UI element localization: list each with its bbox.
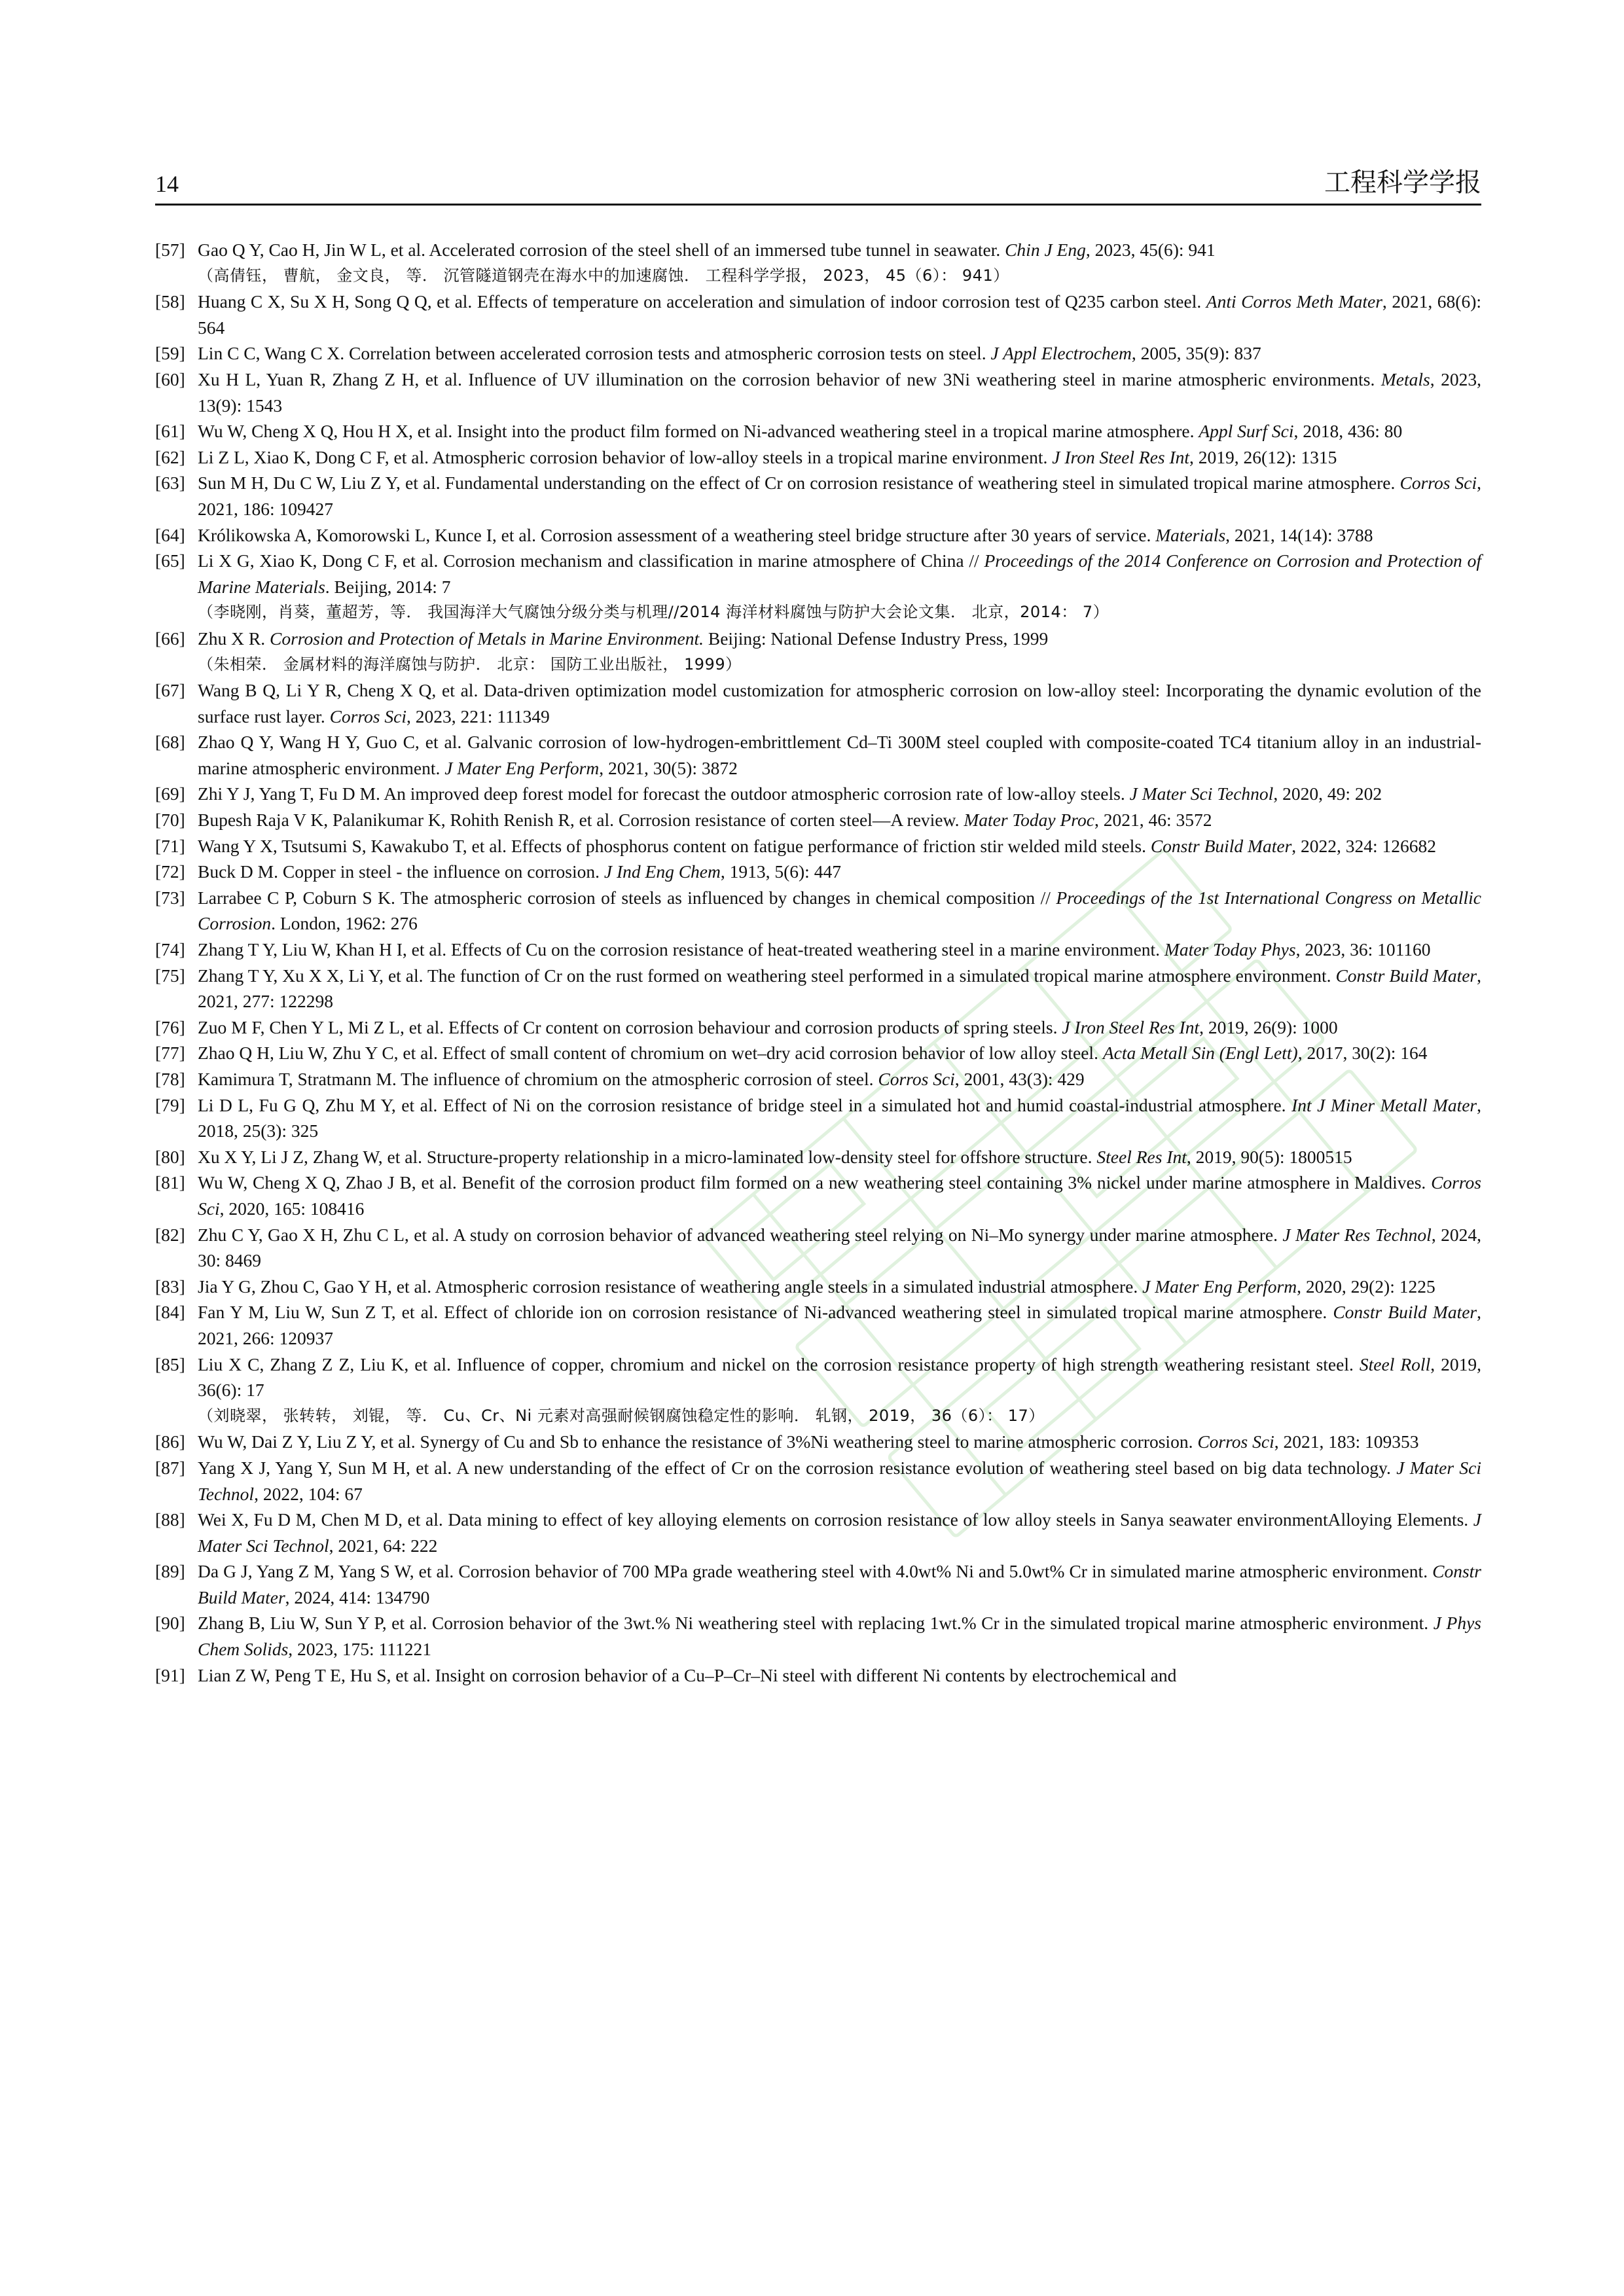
reference-source: Constr Build Mater	[198, 1561, 1481, 1607]
reference-number: [59]	[155, 343, 185, 364]
reference-text: Bupesh Raja V K, Palanikumar K, Rohith Renish R, et al. Corrosion resistance of corten steel—A review.	[198, 810, 964, 831]
reference-entry	[155, 677, 1481, 729]
reference-number: [63]	[155, 473, 185, 493]
reference-text: , 2021, 14(14): 3788	[1225, 524, 1373, 545]
reference-number: [65]	[155, 550, 185, 571]
reference-entry	[155, 1040, 1481, 1066]
reference-number: [84]	[155, 1302, 185, 1323]
reference-number: [87]	[155, 1457, 185, 1478]
reference-entry	[155, 626, 1481, 652]
reference-text: , 2001, 43(3): 429	[954, 1069, 1085, 1089]
reference-text: Zhang T Y, Liu W, Khan H I, et al. Effects of Cu on the corrosion resistance of heat-treated weathering steel in a marine environment.	[198, 939, 1164, 960]
reference-text: Zhu C Y, Gao X H, Zhu C L, et al. A study on corrosion behavior of advanced weathering steel relying on Ni–Mo synergy under marine atmosphere.	[198, 1224, 1283, 1245]
reference-number: [79]	[155, 1094, 185, 1115]
reference-number: [89]	[155, 1561, 185, 1582]
reference-entry	[155, 237, 1481, 263]
reference-entry	[155, 1066, 1481, 1092]
reference-source: Proceedings of the 1st International Congress on Metallic Corrosion	[198, 887, 1481, 934]
reference-chinese-translation: （李晓刚，肖葵，董超芳，等． 我国海洋大气腐蚀分级分类与机理//2014 海洋材料腐蚀与防护大会论文集． 北京，2014： 7）	[198, 603, 1110, 622]
reference-entry	[155, 1455, 1481, 1507]
reference-text: , 1913, 5(6): 447	[720, 861, 841, 882]
reference-number: [85]	[155, 1354, 185, 1374]
reference-text: Xu H L, Yuan R, Zhang Z H, et al. Influence of UV illumination on the corrosion behavior of new 3Ni weathering steel in marine atmospheric environments.	[198, 368, 1381, 389]
reference-text: , 2018, 436: 80	[1293, 421, 1403, 442]
reference-text: Huang C X, Su X H, Song Q Q, et al. Effects of temperature on acceleration and simulation of indoor corrosion test of Q235 carbon steel.	[198, 291, 1206, 312]
reference-entry	[155, 548, 1481, 600]
reference-text: Beijing: National Defense Industry Press, 1999	[704, 628, 1049, 649]
reference-entry	[155, 807, 1481, 833]
reference-text: , 2023, 36: 101160	[1295, 939, 1431, 960]
reference-number: [90]	[155, 1613, 185, 1634]
reference-text: , 2022, 104: 67	[254, 1483, 363, 1504]
reference-text: Lian Z W, Peng T E, Hu S, et al. Insight on corrosion behavior of a Cu–P–Cr–Ni steel with different Ni contents by electrochemical and	[198, 1664, 1177, 1685]
reference-entry	[155, 937, 1481, 963]
reference-text: . Beijing, 2014: 7	[325, 576, 451, 597]
reference-text: , 2019, 36(6): 17	[198, 1354, 1482, 1401]
reference-text: Zhang B, Liu W, Sun Y P, et al. Corrosion behavior of the 3wt.% Ni weathering steel with replacing 1wt.% Cr in the simulated tropical marine atmospheric environment.	[198, 1613, 1434, 1634]
reference-number: [73]	[155, 887, 185, 908]
reference-text: , 2020, 29(2): 1225	[1297, 1276, 1435, 1297]
reference-source: Proceedings of the 2014 Conference on Corrosion and Protection of Marine Materials	[198, 550, 1481, 597]
reference-text: Larrabee C P, Coburn S K. The atmospheric corrosion of steels as influenced by changes in chemical composition //	[198, 887, 1056, 908]
reference-number: [76]	[155, 1016, 185, 1037]
reference-entry	[155, 1507, 1481, 1558]
reference-text: , 2021, 46: 3572	[1094, 810, 1212, 831]
reference-number: [74]	[155, 939, 185, 960]
reference-number: [91]	[155, 1664, 185, 1685]
reference-text: Li D L, Fu G Q, Zhu M Y, et al. Effect of Ni on the corrosion resistance of bridge steel in a simulated hot and humid coastal-industrial atmosphere.	[198, 1094, 1292, 1115]
reference-source: J Mater Res Technol	[1282, 1224, 1432, 1245]
reference-entry	[155, 833, 1481, 859]
reference-text: Zhi Y J, Yang T, Fu D M. An improved deep forest model for forecast the outdoor atmospheric corrosion rate of low-alloy steels.	[198, 783, 1130, 804]
reference-source: Corros Sci	[198, 1172, 1481, 1219]
reference-number: [81]	[155, 1172, 185, 1193]
reference-source: Int J Miner Metall Mater	[1291, 1094, 1477, 1115]
reference-text: Wang Y X, Tsutsumi S, Kawakubo T, et al. Effects of phosphorus content on fatigue performance of friction stir welded mild steels.	[198, 835, 1151, 856]
reference-source: Appl Surf Sci	[1199, 421, 1294, 442]
reference-source: Corrosion and Protection of Metals in Marine Environment.	[270, 628, 704, 649]
reference-text: Sun M H, Du C W, Liu Z Y, et al. Fundamental understanding on the effect of Cr on corrosion resistance of weathering steel in simulated tropical marine atmosphere.	[198, 473, 1400, 493]
reference-number: [77]	[155, 1043, 185, 1064]
reference-source: J Mater Eng Perform	[1142, 1276, 1297, 1297]
reference-text: , 2005, 35(9): 837	[1131, 343, 1261, 364]
reference-source: Constr Build Mater	[1150, 835, 1292, 856]
reference-entry	[155, 963, 1481, 1014]
reference-number: [72]	[155, 861, 185, 882]
reference-entry	[155, 1092, 1481, 1144]
reference-text: , 2019, 26(9): 1000	[1199, 1016, 1338, 1037]
reference-text: , 2021, 68(6): 564	[198, 291, 1481, 338]
reference-text: . London, 1962: 276	[271, 913, 418, 934]
reference-number: [62]	[155, 446, 185, 467]
reference-entry	[155, 1014, 1481, 1041]
reference-text: Li X G, Xiao K, Dong C F, et al. Corrosion mechanism and classification in marine atmosphere of China //	[198, 550, 984, 571]
reference-number: [58]	[155, 291, 185, 312]
reference-chinese-translation: （刘晓翠， 张转转， 刘锟， 等． Cu、Cr、Ni 元素对高强耐候钢腐蚀稳定性的影响． 轧钢， 2019， 36（6）： 17）	[198, 1406, 1045, 1425]
reference-source: Mater Today Phys	[1164, 939, 1296, 960]
reference-text: Zhu X R.	[198, 628, 270, 649]
header-rule	[155, 204, 1481, 206]
reference-text: , 2023, 221: 111349	[406, 706, 550, 726]
reference-text: , 2024, 30: 8469	[198, 1224, 1481, 1271]
reference-entry	[155, 470, 1481, 522]
reference-source: J Appl Electrochem	[990, 343, 1132, 364]
reference-text: Zhao Q Y, Wang H Y, Guo C, et al. Galvanic corrosion of low-hydrogen-embrittlement Cd–Ti 300M steel coupled with composite-coated TC4 titanium alloy in an industrial-marine atmospheric environment.	[198, 732, 1481, 778]
reference-text: Wu W, Cheng X Q, Zhao J B, et al. Benefit of the corrosion product film formed on a new weathering steel containing 3% nickel under marine atmosphere in Maldives.	[198, 1172, 1432, 1193]
reference-entry	[155, 1662, 1481, 1689]
reference-source: J Mater Sci Technol	[1129, 783, 1274, 804]
reference-entry	[155, 729, 1481, 781]
reference-entry	[155, 1299, 1481, 1351]
reference-source: Constr Build Mater	[1333, 1302, 1477, 1323]
reference-source: J Ind Eng Chem	[604, 861, 721, 882]
reference-number: [57]	[155, 240, 185, 260]
reference-source: J Iron Steel Res Int	[1052, 446, 1190, 467]
reference-entry	[155, 1274, 1481, 1300]
reference-number: [71]	[155, 835, 185, 856]
reference-text: , 2023, 13(9): 1543	[198, 368, 1481, 416]
reference-entry	[155, 859, 1481, 885]
page-number: 14	[155, 171, 179, 197]
reference-source: Acta Metall Sin (Engl Lett)	[1102, 1043, 1298, 1064]
reference-text: Zhang T Y, Xu X X, Li Y, et al. The function of Cr on the rust formed on weathering steel performed in a simulated tropical marine atmosphere environment.	[198, 965, 1336, 986]
reference-number: [70]	[155, 810, 185, 831]
reference-entry	[155, 444, 1481, 471]
reference-source: Corros Sci	[878, 1069, 955, 1089]
reference-text: , 2021, 277: 122298	[198, 965, 1481, 1012]
reference-number: [83]	[155, 1276, 185, 1297]
reference-list	[155, 237, 1481, 1688]
reference-entry	[155, 781, 1481, 807]
reference-text: Wu W, Dai Z Y, Liu Z Y, et al. Synergy of Cu and Sb to enhance the resistance of 3%Ni weathering steel to marine atmospheric corrosion.	[198, 1431, 1198, 1452]
reference-text: Jia Y G, Zhou C, Gao Y H, et al. Atmospheric corrosion resistance of weathering angle steels in a simulated industrial atmosphere.	[198, 1276, 1143, 1297]
reference-number: [67]	[155, 680, 185, 701]
reference-source: Steel Roll	[1359, 1354, 1431, 1374]
reference-number: [61]	[155, 421, 185, 442]
reference-source: J Mater Sci Technol	[198, 1457, 1481, 1504]
reference-entry	[155, 1610, 1481, 1662]
reference-entry	[155, 1429, 1481, 1455]
reference-entry	[155, 1144, 1481, 1170]
reference-number: [78]	[155, 1069, 185, 1089]
reference-source: J Phys Chem Solids	[198, 1613, 1481, 1660]
reference-chinese-translation: （朱相荣． 金属材料的海洋腐蚀与防护． 北京： 国防工业出版社， 1999）	[198, 655, 742, 673]
reference-text: , 2018, 25(3): 325	[198, 1094, 1481, 1141]
reference-text: , 2021, 30(5): 3872	[599, 757, 738, 778]
reference-text: Lin C C, Wang C X. Correlation between accelerated corrosion tests and atmospheric corrosion tests on steel.	[198, 343, 991, 364]
reference-text: Wei X, Fu D M, Chen M D, et al. Data mining to effect of key alloying elements on corrosion resistance of low alloy steels in Sanya seawater environmentAlloying Elements.	[198, 1509, 1473, 1530]
reference-source: Materials	[1155, 524, 1226, 545]
reference-number: [80]	[155, 1146, 185, 1167]
reference-number: [86]	[155, 1431, 185, 1452]
reference-entry	[155, 1170, 1481, 1221]
reference-source: Mater Today Proc	[964, 810, 1094, 831]
reference-text: Zhao Q H, Liu W, Zhu Y C, et al. Effect of small content of chromium on wet–dry acid corrosion behavior of low alloy steel.	[198, 1043, 1103, 1064]
reference-source: J Iron Steel Res Int	[1062, 1016, 1200, 1037]
reference-source: Corros Sci	[1197, 1431, 1274, 1452]
reference-text: Królikowska A, Komorowski L, Kunce I, et al. Corrosion assessment of a weathering steel bridge structure after 30 years of service.	[198, 524, 1156, 545]
journal-name: 工程科学学报	[1324, 168, 1481, 198]
reference-text: Zuo M F, Chen Y L, Mi Z L, et al. Effects of Cr content on corrosion behaviour and corrosion products of spring steels.	[198, 1016, 1062, 1037]
reference-chinese-translation: （高倩钰， 曹航， 金文良， 等． 沉管隧道钢壳在海水中的加速腐蚀． 工程科学学报， 2023， 45（6）： 941）	[198, 266, 1009, 285]
reference-text: , 2020, 49: 202	[1273, 783, 1382, 804]
reference-text: Yang X J, Yang Y, Sun M H, et al. A new understanding of the effect of Cr on the corrosion resistance evolution of weathering steel based on big data technology.	[198, 1457, 1397, 1478]
reference-text: , 2020, 165: 108416	[219, 1198, 365, 1219]
reference-entry	[155, 367, 1481, 418]
reference-text: , 2022, 324: 126682	[1291, 835, 1437, 856]
reference-text: , 2021, 186: 109427	[198, 473, 1482, 519]
reference-number: [66]	[155, 628, 185, 649]
reference-entry	[155, 289, 1481, 340]
reference-number: [64]	[155, 524, 185, 545]
reference-text: Buck D M. Copper in steel - the influence on corrosion.	[198, 861, 604, 882]
reference-text: Liu X C, Zhang Z Z, Liu K, et al. Influence of copper, chromium and nickel on the corrosion resistance property of high strength weathering resistant steel.	[198, 1354, 1360, 1374]
reference-text: Wu W, Cheng X Q, Hou H X, et al. Insight into the product film formed on Ni-advanced weathering steel in a tropical marine atmosphere.	[198, 421, 1199, 442]
reference-text: , 2023, 45(6): 941	[1085, 240, 1216, 260]
reference-text: , 2019, 90(5): 1800515	[1186, 1146, 1352, 1167]
reference-entry	[155, 1222, 1481, 1274]
reference-text: , 2021, 183: 109353	[1274, 1431, 1419, 1452]
reference-text: , 2019, 26(12): 1315	[1189, 446, 1337, 467]
reference-number: [69]	[155, 783, 185, 804]
reference-text: , 2017, 30(2): 164	[1297, 1043, 1428, 1064]
reference-entry	[155, 340, 1481, 367]
reference-number: [60]	[155, 368, 185, 389]
reference-entry	[155, 885, 1481, 937]
reference-entry	[155, 522, 1481, 548]
reference-text: , 2024, 414: 134790	[285, 1587, 430, 1607]
reference-number: [68]	[155, 732, 185, 753]
reference-number: [75]	[155, 965, 185, 986]
reference-source: Chin J Eng	[1005, 240, 1086, 260]
reference-text: , 2021, 64: 222	[329, 1535, 438, 1556]
reference-text: Wang B Q, Li Y R, Cheng X Q, et al. Data-driven optimization model customization for atmospheric corrosion on low-alloy steel: Incorporating the dynamic evolution of the surface rust layer.	[198, 680, 1481, 726]
reference-source: Metals	[1380, 368, 1430, 389]
reference-number: [82]	[155, 1224, 185, 1245]
reference-entry	[155, 1352, 1481, 1403]
reference-source: Corros Sci	[329, 706, 406, 726]
reference-entry	[155, 1558, 1481, 1610]
reference-text: Xu X Y, Li J Z, Zhang W, et al. Structure-property relationship in a micro-laminated low-density steel for offshore structure.	[198, 1146, 1097, 1167]
reference-source: Anti Corros Meth Mater	[1206, 291, 1382, 312]
reference-text: Da G J, Yang Z M, Yang S W, et al. Corrosion behavior of 700 MPa grade weathering steel with 4.0wt% Ni and 5.0wt% Cr in simulated marine atmospheric environment.	[198, 1561, 1433, 1582]
reference-entry	[155, 418, 1481, 444]
reference-source: Corros Sci	[1399, 473, 1477, 493]
reference-text: Gao Q Y, Cao H, Jin W L, et al. Accelerated corrosion of the steel shell of an immersed tube tunnel in seawater.	[198, 240, 1005, 260]
reference-text: Kamimura T, Stratmann M. The influence of chromium on the atmospheric corrosion of steel.	[198, 1069, 878, 1089]
reference-text: , 2023, 175: 111221	[288, 1639, 431, 1660]
reference-source: J Mater Eng Perform	[444, 757, 600, 778]
reference-text: Fan Y M, Liu W, Sun Z T, et al. Effect of chloride ion on corrosion resistance of Ni-advanced weathering steel in simulated tropical marine atmosphere.	[198, 1302, 1333, 1323]
reference-text: , 2021, 266: 120937	[198, 1302, 1481, 1348]
reference-source: Steel Res Int	[1096, 1146, 1187, 1167]
reference-number: [88]	[155, 1509, 185, 1530]
reference-text: Li Z L, Xiao K, Dong C F, et al. Atmospheric corrosion behavior of low-alloy steels in a tropical marine environment.	[198, 446, 1053, 467]
reference-source: J Mater Sci Technol	[198, 1509, 1481, 1556]
page-header	[155, 162, 1481, 204]
reference-source: Constr Build Mater	[1335, 965, 1477, 986]
